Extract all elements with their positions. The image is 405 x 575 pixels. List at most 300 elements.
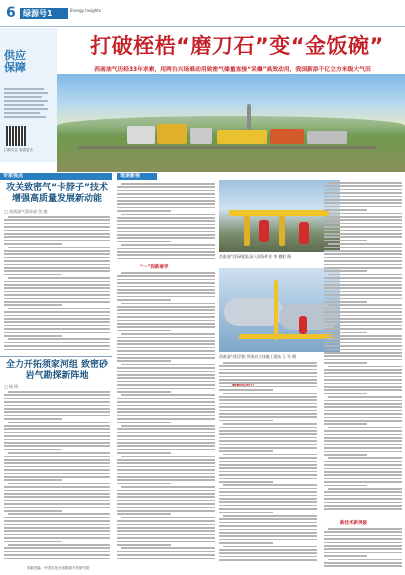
text-line [4,257,110,259]
text-line [324,338,402,340]
middle-body-top [117,183,215,261]
text-line [117,479,215,481]
text-line [324,389,402,391]
text-line [4,507,110,509]
text-line [121,303,215,305]
text-line [117,357,215,359]
text-line [219,508,317,510]
text-line [223,454,317,456]
photo2-caption: 西南油气科学院 须家河主体施工现场 王 军 摄 [219,354,296,359]
text-line [324,420,402,422]
text-line [117,490,215,492]
text-line [121,394,215,396]
text-line [324,434,402,436]
text-line [324,284,402,286]
text-line [4,469,110,471]
text-line [324,287,402,289]
text-line [117,251,215,253]
text-line [4,493,110,495]
text-line [4,294,110,296]
text-line [117,558,215,560]
text-line [117,415,215,417]
text-line [117,193,215,195]
text-line [223,362,317,364]
text-line [4,551,110,553]
text-line [324,328,402,330]
left-article1-title: 攻关致密气“卡脖子”技术 增强高质量发展新动能 [6,183,108,204]
text-line [324,189,402,191]
text-line [117,384,215,386]
text-line [117,309,215,311]
text-line [117,241,171,243]
text-line [324,565,402,567]
text-line [4,418,62,420]
text-line [219,512,273,514]
text-line [4,394,110,396]
text-line [324,359,402,361]
text-line [117,254,215,256]
text-line [324,410,402,412]
text-line [219,369,317,371]
text-line [117,217,215,219]
text-line [324,451,402,453]
text-line [117,282,215,284]
text-line [121,364,215,366]
left-divider [0,356,112,357]
text-line [121,456,215,458]
text-line [324,315,402,317]
text-line [223,393,317,395]
left-article1-body [4,216,110,354]
text-line [117,306,215,308]
text-line [324,440,402,442]
text-line [4,342,110,344]
text-line [324,379,402,381]
text-line [223,515,317,517]
text-line [117,493,215,495]
text-line [4,219,110,221]
text-line [4,253,110,255]
text-line [117,388,215,390]
text-line [219,529,317,531]
hero-photo [57,74,405,172]
text-line [219,457,317,459]
text-line [324,332,367,334]
text-line [324,199,402,201]
text-line [117,544,171,546]
text-line [117,496,215,498]
text-line [324,352,402,354]
text-line [324,383,402,385]
text-line [219,399,317,401]
text-line [324,495,402,497]
text-line [324,376,402,378]
text-line [328,274,402,276]
text-line [324,223,402,225]
text-line [117,374,215,376]
text-line [4,411,110,413]
left-section-label: 专家视点 [0,173,112,180]
text-line [324,267,402,269]
text-line [219,532,317,534]
text-line [117,190,215,192]
text-line [324,535,402,537]
text-line [324,247,402,249]
text-line [117,220,215,222]
text-line [219,474,317,476]
text-line [4,435,110,437]
text-line [4,496,110,498]
text-line [117,524,215,526]
text-line [4,287,110,289]
text-line [324,468,402,470]
text-line [4,510,62,512]
text-line [8,247,110,249]
text-line [117,510,215,512]
text-line [4,445,110,447]
text-line [8,338,110,340]
text-line [324,294,402,296]
text-line [117,507,215,509]
text-line [324,321,402,323]
text-line [324,291,402,293]
text-line [117,296,215,298]
qr-code[interactable] [6,126,26,146]
text-line [328,366,402,368]
text-line [324,236,402,238]
text-line [117,435,215,437]
text-line [324,192,402,194]
text-line [324,555,367,557]
text-line [324,481,402,483]
text-line [4,274,62,276]
text-line [324,444,402,446]
text-line [219,410,317,412]
left-footer: 本版责编：中国石化石油勘探开发研究院 [26,566,90,570]
text-line [324,491,402,493]
text-line [4,476,110,478]
text-line [324,386,402,388]
text-line [4,281,110,283]
text-line [8,277,110,279]
text-line [117,405,215,407]
text-line [219,437,317,439]
text-line [117,258,215,260]
text-line [324,202,402,204]
text-line [4,332,110,334]
text-line [219,525,317,527]
text-line [219,376,317,378]
text-line [117,537,215,539]
right-subsection-3: 新技术新突破 [340,521,367,526]
text-line [219,498,317,500]
right-body-bottom [324,528,402,568]
text-line [117,442,215,444]
text-line [117,513,171,515]
text-line [324,233,402,235]
text-line [121,547,215,549]
text-line [117,554,215,556]
text-line [324,474,402,476]
text-line [121,333,215,335]
text-line [328,304,402,306]
text-line [324,437,402,439]
text-line [117,200,215,202]
text-line [117,237,215,239]
left-article2-body [4,391,110,563]
text-line [4,304,62,306]
text-line [324,400,402,402]
left-article2-title: 全力开拓须家河组 致密砂岩气勘探新阵地 [5,360,109,381]
text-line [324,240,367,242]
text-line [4,425,110,427]
text-line [324,471,402,473]
text-line [4,233,110,235]
text-line [8,422,110,424]
text-line [328,427,402,429]
text-line [117,286,215,288]
text-line [324,413,402,415]
text-line [117,381,215,383]
text-line [121,214,215,216]
text-line [324,447,402,449]
text-line [324,206,402,208]
text-line [4,486,110,488]
text-line [117,350,215,352]
text-line [117,520,215,522]
text-line [4,466,110,468]
text-line [4,459,110,461]
text-line [324,345,402,347]
text-line [117,320,215,322]
text-line [219,389,273,391]
text-line [121,244,215,246]
text-line [121,272,215,274]
text-line [219,488,317,490]
text-line [117,391,171,393]
text-line [324,369,402,371]
text-line [117,340,215,342]
text-line [4,284,110,286]
text-line [4,291,110,293]
text-line [324,393,367,395]
left-article2-byline: □ 杨 晖 [4,384,19,389]
text-line [117,210,171,212]
text-line [324,485,367,487]
text-line [324,253,402,255]
text-line [117,279,215,281]
text-line [219,440,317,442]
text-line [219,481,273,483]
text-line [4,537,110,539]
text-line [219,549,317,551]
text-line [117,439,215,441]
text-line [117,360,171,362]
text-line [328,182,402,184]
text-line [117,500,215,502]
text-line [324,454,367,456]
text-line [219,372,317,374]
text-line [8,544,110,546]
text-line [219,406,317,408]
text-line [4,325,110,327]
section-tag-line1: 供应 [4,49,26,62]
text-line [117,227,215,229]
text-line [117,377,215,379]
text-line [117,292,215,294]
text-line [324,478,402,480]
text-line [324,226,402,228]
text-line [324,257,402,259]
text-line [117,337,215,339]
text-line [4,432,110,434]
text-line [117,462,215,464]
text-line [4,408,110,410]
text-line [324,298,402,300]
text-line [219,430,317,432]
text-line [117,224,215,226]
left-article1-byline: □ 西南油气事业部 沈 毅 [4,209,48,214]
text-line [4,456,110,458]
text-line [219,444,317,446]
text-line [117,275,215,277]
text-line [324,464,402,466]
photo-workers [219,180,340,252]
text-line [117,503,215,505]
text-line [4,415,110,417]
text-line [219,539,317,541]
text-line [117,371,215,373]
text-line [219,535,317,537]
text-line [324,542,402,544]
text-line [4,554,110,556]
text-line [117,422,171,424]
text-line [324,270,367,272]
text-line [324,538,402,540]
text-line [117,534,215,536]
text-line [219,559,317,561]
text-line [117,398,215,400]
middle-subsection-1: “一”到新难学 [140,265,169,270]
text-line [4,298,110,300]
text-line [4,547,110,549]
text-line [117,401,215,403]
text-line [117,469,215,471]
text-line [328,396,402,398]
text-line [219,542,273,544]
text-line [328,528,402,530]
text-line [117,299,171,301]
text-line [219,396,317,398]
text-line [121,183,215,185]
text-line [4,226,110,228]
text-line [8,452,110,454]
text-line [4,530,110,532]
text-line [4,250,110,252]
text-line [117,234,215,236]
text-line [324,301,367,303]
text-line [4,520,110,522]
text-line [219,522,317,524]
text-line [117,551,215,553]
text-line [4,398,110,400]
text-line [117,207,215,209]
text-line [117,445,215,447]
text-line [324,281,402,283]
text-line [4,517,110,519]
text-line [219,505,317,507]
text-line [324,342,402,344]
text-line [117,289,215,291]
text-line [4,267,110,269]
page-subhead: 西南油气历经33年求索，用两台兴场难动用致密气储量直接“采爆”高效动用，我国新添千亿立方米级大气田 [94,67,371,73]
text-line [117,330,171,332]
text-line [324,498,402,500]
text-line [117,411,215,413]
text-line [4,321,110,323]
text-line [117,432,215,434]
text-line [324,372,402,374]
text-line [219,382,317,384]
text-line [117,459,215,461]
text-line [324,362,367,364]
middle-section-label: 笔谈新视 [117,173,157,180]
text-line [328,243,402,245]
text-line [324,185,402,187]
page-headline: 打破桎梏“磨刀石”变“金饭碗” [90,34,384,58]
text-line [324,502,402,504]
photo1-caption: 西南油气科研团队深入现场作业 李 德阳 摄 [219,254,291,259]
text-line [4,524,110,526]
page-number: 6 [6,5,16,21]
text-line [117,248,215,250]
text-line [8,216,110,218]
text-line [4,243,62,245]
text-line [324,308,402,310]
text-line [4,439,110,441]
text-line [4,541,62,543]
text-line [4,328,110,330]
text-line [219,552,317,554]
text-line [4,349,110,351]
text-line [219,461,317,463]
text-line [117,408,215,410]
text-line [4,260,110,262]
text-line [219,447,317,449]
top-rule [0,26,405,27]
text-line [117,343,215,345]
text-line [219,467,317,469]
text-line [328,213,402,215]
text-line [219,427,317,429]
text-line [328,559,402,561]
text-line [117,316,215,318]
text-line [219,416,317,418]
text-line [4,345,110,347]
text-line [8,391,110,393]
text-line [4,236,110,238]
text-line [223,546,317,548]
text-line [117,347,215,349]
text-line [117,231,215,233]
text-line [219,491,317,493]
text-line [8,308,110,310]
text-line [8,513,110,515]
text-line [117,326,215,328]
text-line [8,483,110,485]
brand-subtitle: Energy Insights [70,8,101,13]
text-line [117,428,215,430]
